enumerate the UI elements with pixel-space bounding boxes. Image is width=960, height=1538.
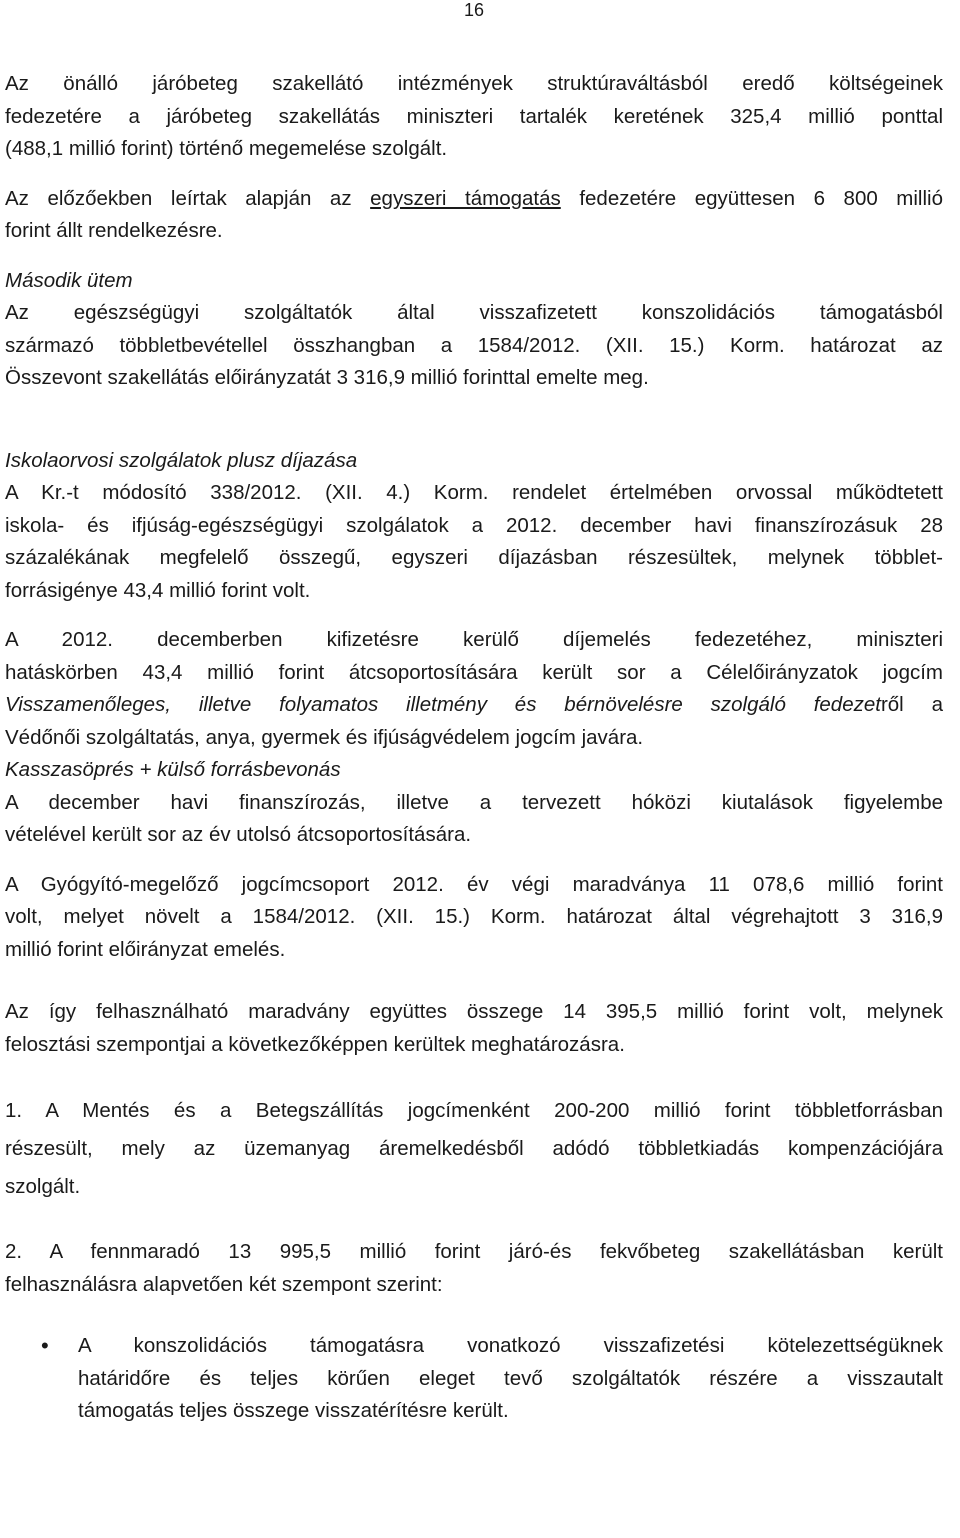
page-number: 16 [463,0,485,20]
paragraph-gyogyito [5,869,943,967]
underlined-term: egyszeri támogatás [370,186,561,210]
text-line: millió forint előirányzat emelés. [5,937,286,961]
text-line: támogatás teljes összege visszatérítésre került. [78,1399,509,1422]
text-line: részesült, mely az üzemanyag áremelkedésből adódó többletkiadás kompenzációjára [5,1137,943,1160]
text-line: hatáskörben 43,4 millió forint átcsoportosítására került sor a Célelőirányzatok jogcím [5,660,943,684]
paragraph-kasszasopres [5,787,943,852]
text-line: szolgált. [5,1175,81,1198]
text-line: Az önálló járóbeteg szakellátó intézmények struktúraváltásból eredő költségeinek [5,72,943,95]
text-line: fedezetére a járóbeteg szakellátás miniszteri tartalék keretének 325,4 millió ponttal [5,104,943,128]
paragraph-maradvany [5,996,943,1061]
text-line [5,689,943,722]
text-line [5,183,943,216]
heading-masodik-utem: Második ütem [5,268,133,292]
text-line: A Gyógyító-megelőző jogcímcsoport 2012. év végi maradványa 11 078,6 millió forint [5,872,943,896]
text-run: fedezetére együttesen 6 800 millió [560,186,943,210]
bullet-icon: • [41,1333,49,1358]
document-body [5,68,943,1428]
text-line: Az így felhasználható maradvány együttes összege 14 395,5 millió forint volt, melynek [5,1000,943,1023]
text-line: határidőre és teljes körűen eleget tevő szolgáltatók részére a visszautalt [78,1366,943,1390]
text-line: származó többletbevétellel összhangban a 1584/2012. (XII. 15.) Korm. határozat az [5,333,943,357]
text-line: felosztási szempontjai a következőképpen kerültek meghatározásra. [5,1032,625,1056]
paragraph-jarobeteg [5,68,943,166]
list-item-2 [5,1236,943,1301]
list-item-1 [5,1092,943,1206]
text-line: A konszolidációs támogatásra vonatkozó visszafizetési kötelezettségüknek [78,1334,943,1357]
text-line: iskola- és ifjúság-egészségügyi szolgálatok a 2012. december havi finanszírozásuk 28 [5,513,943,537]
text-line: A december havi finanszírozás, illetve a tervezett hóközi kiutalások figyelembe [5,790,943,814]
paragraph-dijemeles [5,624,943,754]
bullet-item [5,1330,943,1428]
paragraph-masodik-utem [5,297,943,395]
text-line: 2. A fennmaradó 13 995,5 millió forint járó-és fekvőbeteg szakellátásban került [5,1240,943,1263]
text-line: A 2012. decemberben kifizetésre kerülő díjemelés fedezetéhez, miniszteri [5,628,943,651]
text-line: (488,1 millió forint) történő megemelése szolgált. [5,137,448,160]
text-line: A Kr.-t módosító 338/2012. (XII. 4.) Korm. rendelet értelmében orvossal működtetett [5,481,943,504]
text-line: forrásigénye 43,4 millió forint volt. [5,578,311,602]
text-line: felhasználásra alapvetően két szempont szerint: [5,1272,443,1296]
text-line: 1. A Mentés és a Betegszállítás jogcímenként 200-200 millió forint többletforrásban [5,1099,943,1122]
text-run: ről a [880,693,943,716]
text-line: forint állt rendelkezésre. [5,219,223,242]
heading-iskolaorvosi: Iskolaorvosi szolgálatok plusz díjazása [5,448,358,472]
paragraph-egyszeri [5,183,943,248]
text-line: vételével került sor az év utolsó átcsoportosítására. [5,823,472,846]
text-run: Az előzőekben leírtak alapján az [5,186,371,210]
text-line: Összevont szakellátás előirányzatát 3 316,9 millió forinttal emelte meg. [5,366,649,389]
heading-kasszasopres: Kasszasöprés + külső forrásbevonás [5,758,341,781]
text-line: Védőnői szolgáltatás, anya, gyermek és ifjúságvédelem jogcím javára. [5,725,644,749]
text-line: volt, melyet növelt a 1584/2012. (XII. 15.) Korm. határozat által végrehajtott 3 316,9 [5,905,943,928]
text-line: százalékának megfelelő összegű, egyszeri díjazásban részesültek, melynek többlet- [5,546,943,569]
text-line: Az egészségügyi szolgáltatók által visszafizetett konszolidációs támogatásból [5,301,943,324]
italic-term: Visszamenőleges, illetve folyamatos illetmény és bérnövelésre szolgáló fedezet [5,693,881,716]
paragraph-iskolaorvosi [5,477,943,607]
